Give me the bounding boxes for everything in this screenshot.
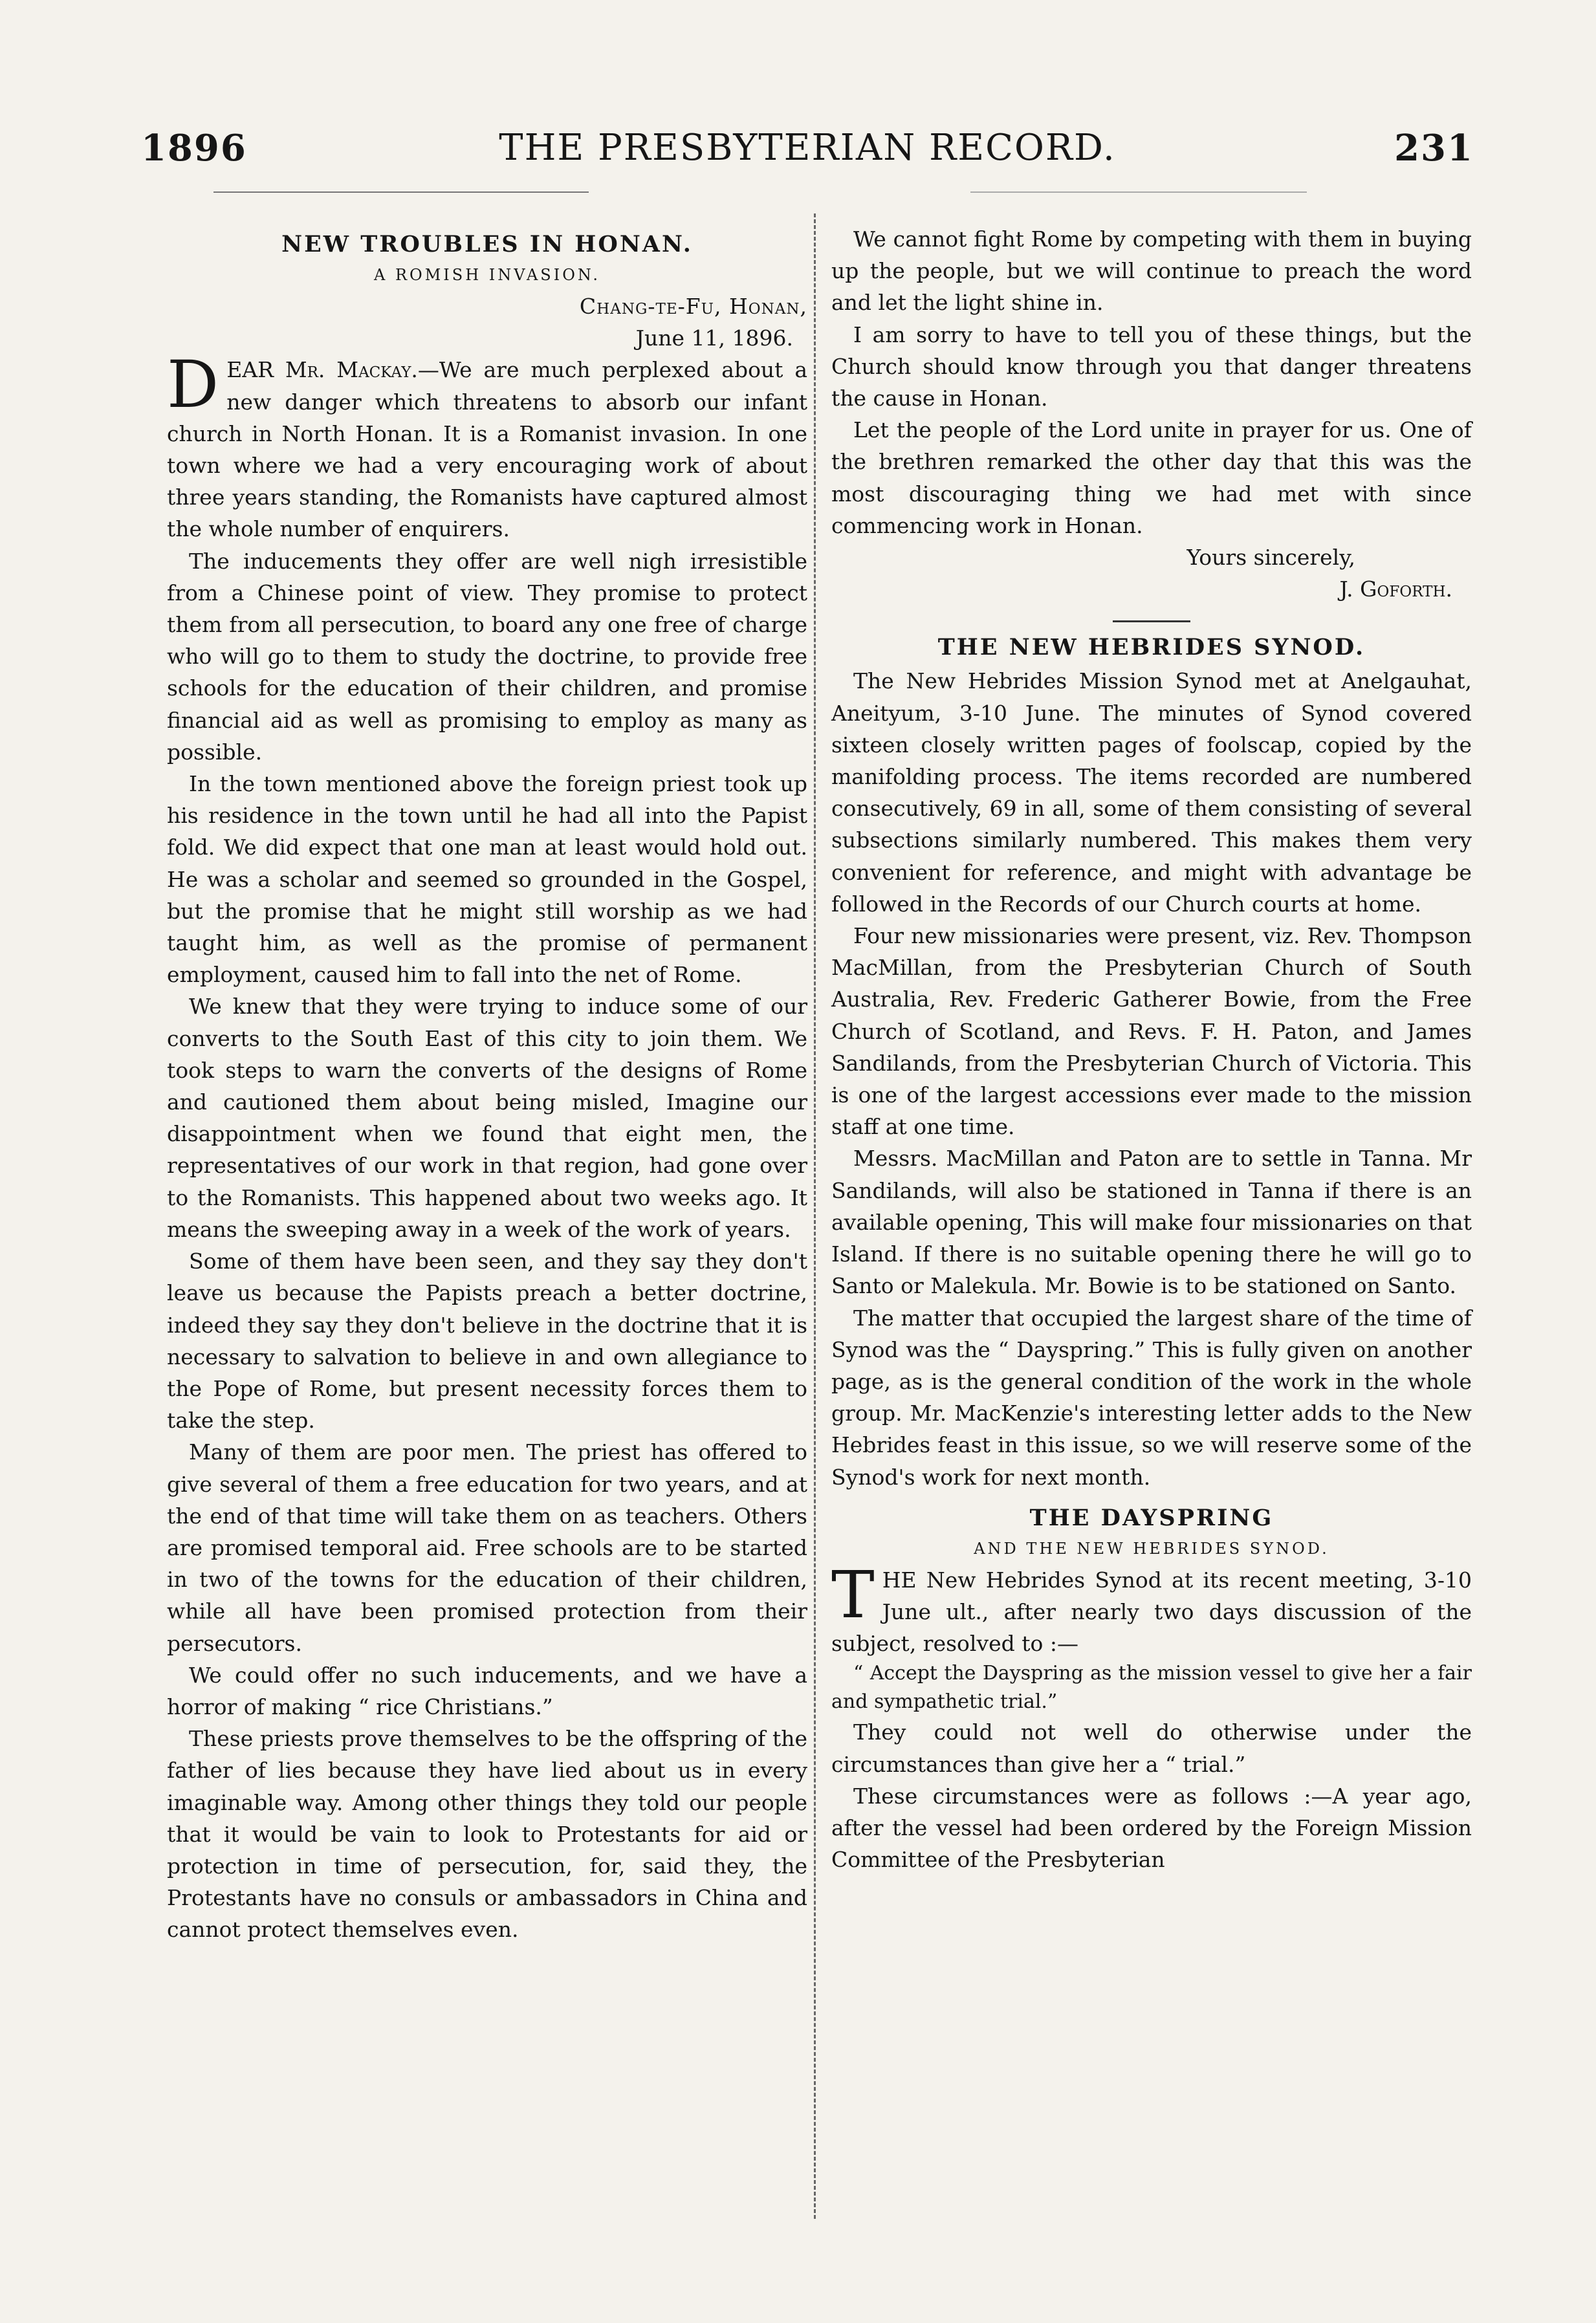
article-subtitle-dayspring: AND THE NEW HEBRIDES SYNOD. [974, 1539, 1329, 1558]
letter-paragraph: The inducements they offer are well nigh irresistible from a Chinese point of view. They promise to protect them from all persecution, to board any one free of charge who will go to them to study the doctrine, to provide free schools for the education of their children, and promise financial aid as well as promising to employ as many as possible. [167, 548, 807, 765]
drop-cap-d: D [167, 347, 219, 423]
letter-paragraph: Let the people of the Lord unite in prayer for us. One of the brethren remarked the other day that this was the most discouraging thing we had met with since commencing work in Honan. [831, 417, 1472, 538]
article-title-new-troubles: NEW TROUBLES IN HONAN. [281, 231, 693, 257]
synod-resolution-quote: “ Accept the Dayspring as the mission vessel to give her a fair and sympathetic trial.” [831, 1662, 1472, 1714]
letter-paragraph: We cannot fight Rome by competing with them in buying up the people, but we will continue to preach the word and let the light shine in. [831, 226, 1472, 316]
dayspring-p1-text: HE New Hebrides Synod at its recent meeting, 3-10 June ult., after nearly two days discussion of the subject, resolved to :— [831, 1567, 1472, 1657]
right-column [831, 223, 1472, 1875]
dayspring-opening-paragraph [831, 1556, 1472, 1660]
article-subtitle-romish-invasion: A ROMISH INVASION. [374, 266, 600, 284]
letter-paragraph: We knew that they were trying to induce some of our converts to the South East of this city to join them. We took steps to warn the converts of the designs of Rome and cautioned them about being misled, Imagine our disappointment when we found that eight men, the representatives of our work in that region, had gone over to the Romanists. This happened about two weeks ago. It means the sweeping away in a week of the work of years. [167, 994, 807, 1242]
header-page-number: 231 [1394, 127, 1474, 169]
dateline-date: June 11, 1896. [635, 325, 793, 351]
synod-paragraph: Messrs. MacMillan and Paton are to settle in Tanna. Mr Sandilands, will also be stationed in Tanna if there is an available opening, This will make four missionaries on that Island. If there is no suitable opening there he will go to Santo or Malekula. Mr. Bowie is to be stationed on Santo. [831, 1146, 1472, 1299]
section-divider [1113, 620, 1190, 622]
column-divider [814, 213, 816, 2219]
header-title: THE PRESBYTERIAN RECORD. [499, 127, 1116, 169]
left-column [167, 223, 807, 1946]
letter-paragraph: We could offer no such inducements, and we have a horror of making “ rice Christians.” [167, 1662, 807, 1719]
dayspring-paragraph: These circumstances were as follows :—A year ago, after the vessel had been ordered by the Foreign Mission Committee of the Presbyterian [831, 1783, 1472, 1873]
letter-paragraph: I am sorry to have to tell you of these things, but the Church should know through you that danger threatens the cause in Honan. [831, 322, 1472, 411]
article-title-new-hebrides-synod: THE NEW HEBRIDES SYNOD. [937, 634, 1366, 661]
letter-paragraph: These priests prove themselves to be the offspring of the father of lies because they have lied about us in every imaginable way. Among other things they told our people that it would be vain to look to Protestants for aid or protection in time of persecution, for, said they, the Protestants have no consuls or ambassadors in China and cannot protect themselves even. [167, 1726, 807, 1943]
synod-paragraph: The matter that occupied the largest share of the time of Synod was the “ Dayspring.” This is fully given on another page, as is the general condition of the work in the whole group. Mr. MacKenzie's interesting letter adds to the New Hebrides feast in this issue, so we will reserve some of the Synod's work for next month. [831, 1305, 1472, 1490]
letter-paragraph: Many of them are poor men. The priest has offered to give several of them a free education for two years, and at the end of that time will take them on as teachers. Others are promised temporal aid. Free schools are to be started in two of the towns for the education of their children, while all have been promised protection from their persecutors. [167, 1439, 807, 1656]
dateline-place: Chang-te-Fu, Honan, [579, 294, 807, 319]
synod-paragraph: Four new missionaries were present, viz. Rev. Thompson MacMillan, from the Presbyterian Church of South Australia, Rev. Frederic Gatherer Bowie, from the Free Church of Scotland, and Revs. F. H. Paton, and James Sandilands, from the Presbyterian Church of Victoria. This is one of the largest accessions ever made to the mission staff at one time. [831, 923, 1472, 1140]
letter-salutation: EAR Mr. Mackay. [226, 357, 418, 383]
letter-signature: J. Goforth. [1339, 576, 1452, 602]
synod-paragraph: The New Hebrides Mission Synod met at Anelgauhat, Aneityum, 3-10 June. The minutes of Synod covered sixteen closely written pages of foolscap, copied by the manifolding process. The items recorded are numbered consecutively, 69 in all, some of them consisting of several subsections similarly numbered. This makes them very convenient for reference, and might with advantage be followed in the Records of our Church courts at home. [831, 668, 1472, 917]
page-header [141, 127, 1474, 191]
article-title-dayspring: THE DAYSPRING [1029, 1504, 1274, 1531]
letter-opening-paragraph [167, 347, 807, 545]
letter-p1-text: —We are much perplexed about a new danger which threatens to absorb our infant church in North Honan. It is a Romanist invasion. In one town where we had a very encouraging work of about three years standing, the Romanists have captured almost the whole number of enquirers. [167, 357, 807, 542]
dayspring-paragraph: They could not well do otherwise under the circumstances than give her a “ trial.” [831, 1719, 1472, 1777]
header-year: 1896 [141, 127, 247, 169]
letter-closing: Yours sincerely, [1186, 545, 1355, 571]
header-rule-right [970, 191, 1307, 193]
letter-paragraph: In the town mentioned above the foreign priest took up his residence in the town until he had all into the Papist fold. We did expect that one man at least would hold out. He was a scholar and seemed so grounded in the Gospel, but the promise that he might still worship as we had taught him, as well as the promise of permanent employment, caused him to fall into the net of Rome. [167, 771, 807, 988]
letter-paragraph: Some of them have been seen, and they say they don't leave us because the Papists preach a better doctrine, indeed they say they don't believe in the doctrine that it is necessary to salvation to believe in and own allegiance to the Pope of Rome, but present necessity forces them to take the step. [167, 1249, 807, 1434]
drop-cap-t: T [831, 1556, 875, 1633]
header-rule-left [213, 191, 589, 193]
